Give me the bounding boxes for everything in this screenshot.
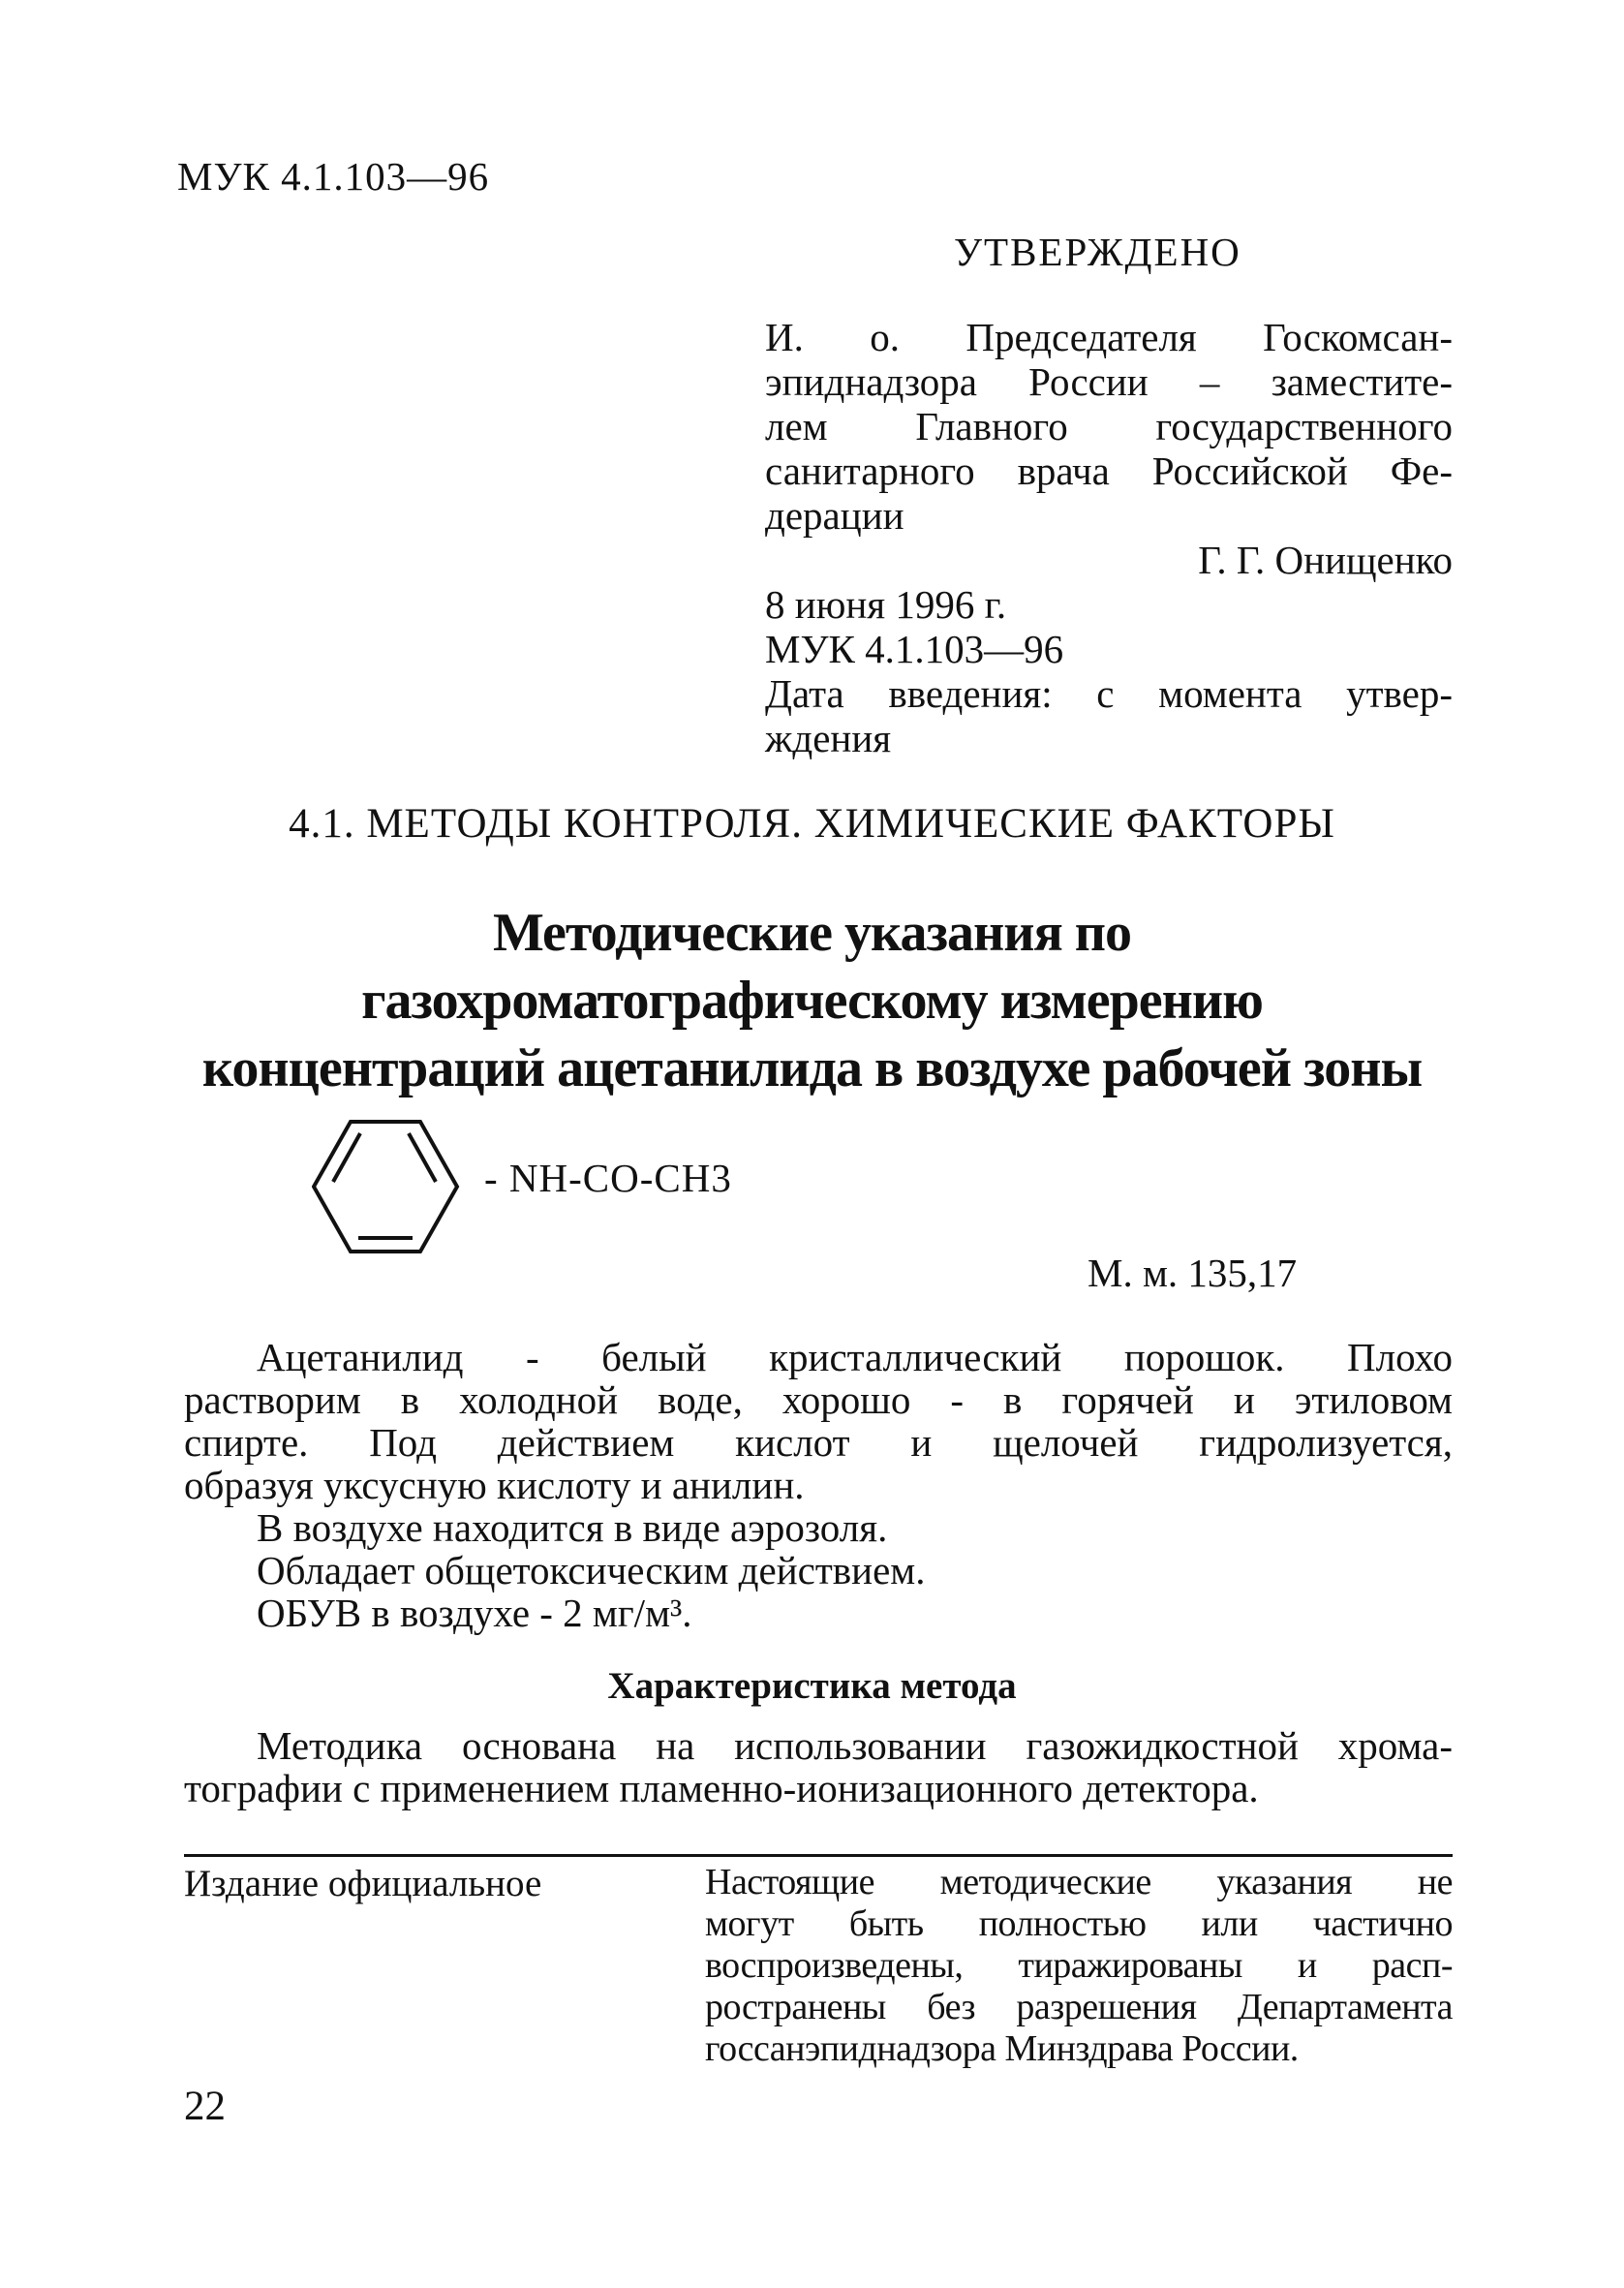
- title-line: концентраций ацетанилида в воздухе рабочей зоны: [201, 1038, 1423, 1098]
- approval-line: эпиднадзора России – заместите-: [765, 359, 1453, 404]
- approval-line: И. о. Председателя Госкомсан-: [765, 315, 1453, 359]
- document-code: МУК 4.1.103—96: [177, 154, 490, 199]
- description-line: Ацетанилид - белый кристаллический порошок. Плохо: [257, 1335, 1453, 1379]
- title-line: Методические указания по: [492, 903, 1132, 963]
- title-line: газохроматографическому измерению: [361, 971, 1263, 1031]
- document-title: [145, 899, 1479, 1102]
- method-description: [184, 1724, 1453, 1809]
- method-heading: Характеристика метода: [607, 1665, 1017, 1707]
- section-title: 4.1. МЕТОДЫ КОНТРОЛЯ. ХИМИЧЕСКИЕ ФАКТОРЫ: [289, 801, 1335, 847]
- approval-date: 8 июня 1996 г.: [765, 582, 1007, 627]
- description: [184, 1336, 1453, 1634]
- method-line: Методика основана на использовании газожидкостной хрома-: [257, 1723, 1453, 1768]
- notice-line: госсанэпиднадзора Минздрава России.: [705, 2028, 1299, 2069]
- description-line: растворим в холодной воде, хорошо - в горячей и этиловом: [184, 1377, 1453, 1422]
- footer-divider: [184, 1854, 1453, 1857]
- copyright-notice: [705, 1862, 1453, 2070]
- notice-line: ространены без разрешения Департамента: [705, 1987, 1453, 2027]
- description-line: спирте. Под действием кислот и щелочей гидролизуется,: [184, 1420, 1453, 1465]
- approval-block: [765, 315, 1453, 760]
- description-line: образуя уксусную кислоту и анилин.: [184, 1463, 805, 1507]
- page-number: 22: [184, 2084, 226, 2129]
- method-line: тографии с применением пламенно-ионизационного детектора.: [184, 1766, 1259, 1810]
- benzene-ring-icon: [312, 1114, 486, 1259]
- notice-line: Настоящие методические указания не: [705, 1862, 1453, 1902]
- approval-stamp: УТВЕРЖДЕНО: [954, 230, 1241, 274]
- approval-line: санитарного врача Российской Фе-: [765, 448, 1453, 493]
- notice-line: могут быть полностью или частично: [705, 1903, 1453, 1944]
- description-line: ОБУВ в воздухе - 2 мг/м³.: [257, 1591, 692, 1635]
- description-line: Обладает общетоксическим действием.: [257, 1548, 926, 1592]
- signatory: Г. Г. Онищенко: [1198, 538, 1453, 582]
- effective-date-line: ждения: [765, 716, 892, 760]
- edition-label: Издание официальное: [184, 1863, 542, 1904]
- approval-line: лем Главного государственного: [765, 404, 1453, 448]
- description-line: В воздухе находится в виде аэрозоля.: [257, 1505, 888, 1550]
- notice-line: воспроизведены, тиражированы и расп-: [705, 1945, 1453, 1986]
- approval-code: МУК 4.1.103—96: [765, 627, 1064, 671]
- approval-line: дерации: [765, 493, 904, 538]
- formula-substituent: - NH-CO-CH3: [484, 1156, 732, 1200]
- effective-date-line: Дата введения: с момента утвер-: [765, 671, 1453, 716]
- molecular-mass: М. м. 135,17: [1088, 1251, 1298, 1295]
